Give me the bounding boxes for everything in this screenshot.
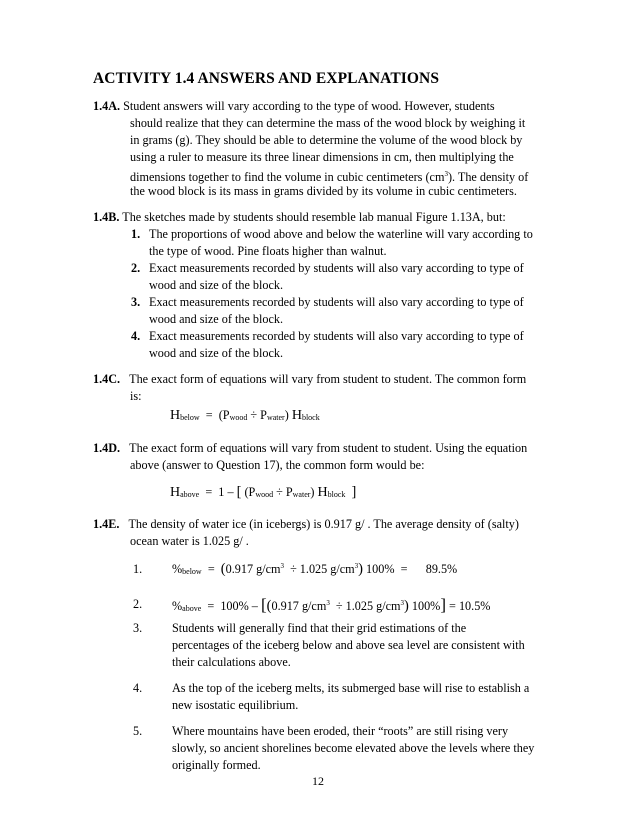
text-line: ocean water is 1.025 g/ . bbox=[130, 534, 249, 548]
text-line: dimensions together to find the volume in cubic centimeters $(cm^3)$. The density of bbox=[130, 170, 529, 185]
row-number: 5. bbox=[133, 724, 143, 738]
row-number: 3. bbox=[133, 621, 143, 635]
section-label: 1.4A. bbox=[93, 99, 121, 113]
text-line: their calculations above. bbox=[172, 655, 291, 669]
section-label: 1.4D. bbox=[93, 441, 121, 455]
section-label: 1.4B. bbox=[93, 210, 120, 224]
text-line: The sketches made by students should resemble lab manual Figure 1.13A, but: bbox=[119, 210, 506, 224]
text-line: Where mountains have been eroded, their “roots” are still rising very bbox=[172, 724, 509, 738]
text-line: Student answers will vary according to the type of wood. However, students bbox=[123, 99, 495, 113]
superscript: 3 bbox=[444, 170, 448, 178]
text-line: should realize that they can determine the mass of the wood block by weighing it bbox=[130, 116, 526, 130]
section-label: 1.4E. bbox=[93, 517, 120, 531]
text-line: wood and size of the block. bbox=[149, 346, 284, 360]
section-1-4a bbox=[93, 98, 495, 115]
text-line: new isostatic equilibrium. bbox=[172, 698, 299, 712]
text-line: wood and size of the block. bbox=[149, 278, 284, 292]
text-line: Students will generally find that their grid estimations of the bbox=[172, 621, 467, 635]
page-number: 12 bbox=[312, 774, 324, 788]
page-title: ACTIVITY 1.4 ANSWERS AND EXPLANATIONS bbox=[93, 70, 440, 87]
text-line: slowly, so ancient shorelines become elevated above the levels where they bbox=[172, 741, 535, 755]
list-item: 1. The proportions of wood above and below the waterline will vary according to bbox=[131, 227, 533, 241]
section-1-4d bbox=[93, 440, 527, 457]
section-label: 1.4C. bbox=[93, 372, 121, 386]
list-item: 4. Exact measurements recorded by students will also vary according to type of bbox=[131, 329, 524, 343]
row-number: 1. bbox=[133, 562, 143, 576]
text-line: originally formed. bbox=[172, 758, 261, 772]
section-1-4e bbox=[93, 516, 519, 533]
text-line: The exact form of equations will vary from student to student. The common form bbox=[129, 372, 527, 386]
text-line: above (answer to Question 17), the common form would be: bbox=[130, 458, 425, 472]
list-item: 3. Exact measurements recorded by students will also vary according to type of bbox=[131, 295, 524, 309]
text-line: wood and size of the block. bbox=[149, 312, 284, 326]
equation-h-below: $H_{below} = (P_{wood} \div P_{water})$ $H_{block}$ bbox=[170, 408, 320, 423]
text-line: using a ruler to measure its three linear dimensions in cm, then multiplying the bbox=[130, 150, 514, 164]
text-line: is: bbox=[130, 389, 142, 403]
row-number: 4. bbox=[133, 681, 143, 695]
equation-h-above: $H_{above} = 1$ – [ $(P_{wood} \div P_{water})$ $H_{block}$ ] bbox=[170, 484, 357, 500]
text-line: The density of water ice (in icebergs) is 0.917 g/ . The average density of (salty) bbox=[128, 517, 519, 531]
text-line: As the top of the iceberg melts, its submerged base will rise to establish a bbox=[172, 681, 530, 695]
text-line: percentages of the iceberg below and above sea level are consistent with bbox=[172, 638, 525, 652]
text-line: The exact form of equations will vary from student to student. Using the equation bbox=[129, 441, 528, 455]
list-item: 2. Exact measurements recorded by students will also vary according to type of bbox=[131, 261, 524, 275]
text-line: the wood block is its mass in grams divided by its volume in cubic centimeters. bbox=[130, 184, 517, 198]
section-1-4c bbox=[93, 371, 526, 388]
equation-percent-below: $\%_{below} = (0.917$ $g/cm^3 \div 1.025$ $g/cm^3$) 100% = 89.5% bbox=[172, 561, 458, 577]
text-line: in grams (g). They should be able to determine the volume of the wood block by bbox=[130, 133, 523, 147]
text-line: the type of wood. Pine floats higher than walnut. bbox=[149, 244, 387, 258]
equation-percent-above: $\%_{above} = 100\% - [(0.917$ $g/cm^3 \div 1.025$ $g/cm^3$) 100%] = 10.5% bbox=[172, 595, 491, 614]
row-number: 2. bbox=[133, 597, 143, 611]
section-1-4b bbox=[93, 209, 506, 226]
